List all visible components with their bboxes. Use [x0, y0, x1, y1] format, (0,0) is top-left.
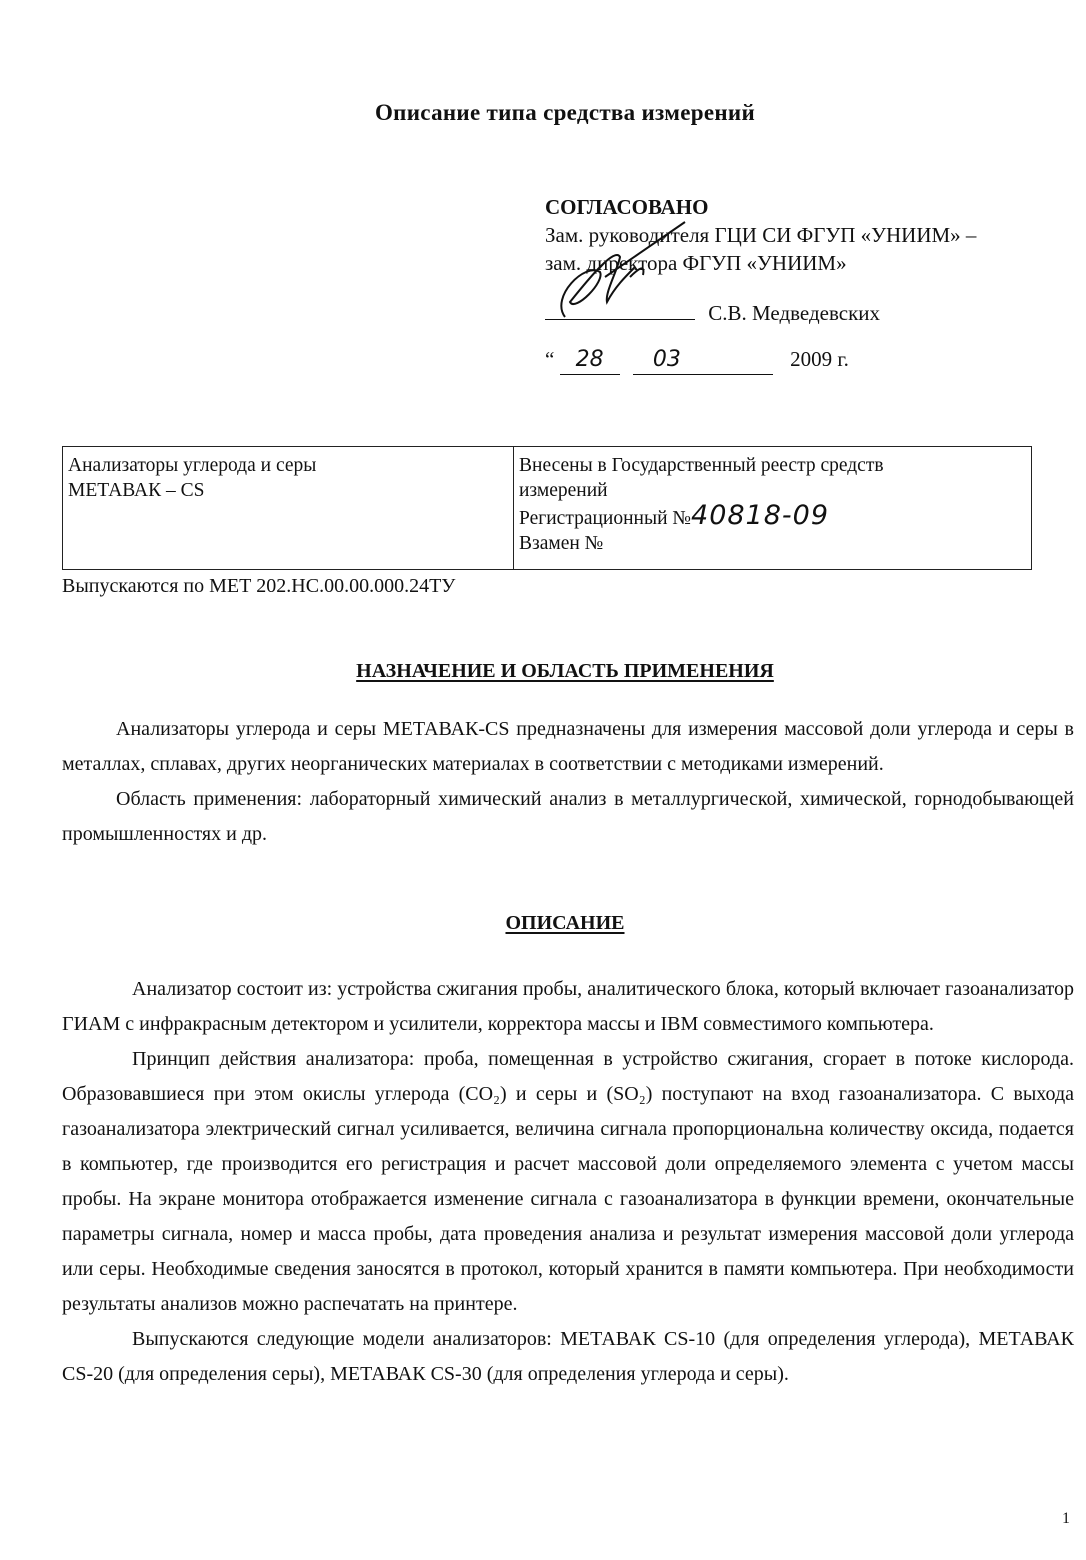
date-open-quote: “: [545, 347, 555, 371]
paragraph: Выпускаются следующие модели анализаторов: МЕТАВАК CS-10 (для определения углерода), МЕТАВАК CS-20 (для определения серы), МЕТАВАК CS-30 (для определения углерода и серы).: [62, 1328, 1074, 1385]
registration-label: Регистрационный №: [519, 508, 692, 529]
paragraph: Принцип действия анализатора: проба, помещенная в устройство сжигания, сгорает в потоке кислорода. Образовавшиеся при этом окислы углерода (CO₂) и серы и (SO₂) поступают на вход газоанализатора. С выхода газоанализатора электрический сигнал усиливается, величина сигнала пропорциональна количеству оксида, подается в компьютер, где производится его регистрация и расчет массовой доли определяемого элемента с учетом массы пробы. На экране монитора отображается изменение сигнала с газоанализатора в функции времени, окончательные параметры сигнала, номер и масса пробы, дата проведения анализа и результат измерения массовой доли углерода или серы. Необходимые сведения заносятся в протокол, который хранится в памяти компьютера. При необходимости результаты анализов можно распечатать на принтере.: [62, 1048, 1074, 1315]
registration-number-handwritten: 40818-09: [691, 500, 830, 531]
date-day-handwritten: 28: [560, 346, 620, 375]
approval-block: [545, 193, 976, 375]
document-title: Описание типа средства измерений: [374, 100, 755, 125]
instrument-name-cell: [63, 447, 514, 570]
registry-line2: измерений: [519, 480, 608, 501]
replaces-label: Взамен №: [519, 533, 604, 554]
date-year: 2009 г.: [790, 347, 849, 371]
signatory-name: С.В. Медведевских: [708, 301, 881, 325]
paragraph: Область применения: лабораторный химический анализ в металлургической, химической, горнодобывающей промышленностях и др.: [62, 788, 1074, 845]
paragraph: Анализаторы углерода и серы МЕТАВАК-CS предназначены для измерения массовой доли углерода и серы в металлах, сплавах, других неорганических материалах в соответствии с методиками измерений.: [62, 718, 1074, 775]
issued-by: Выпускаются по МЕТ 202.НС.00.00.000.24ТУ: [62, 575, 456, 597]
signature-line: [545, 295, 695, 320]
instrument-name-line1: Анализаторы углерода и серы: [68, 455, 317, 476]
date-month-handwritten: 03: [633, 346, 773, 375]
section-heading-purpose: НАЗНАЧЕНИЕ И ОБЛАСТЬ ПРИМЕНЕНИЯ: [356, 660, 774, 682]
approval-position-line2: зам. директора ФГУП «УНИИМ»: [545, 251, 847, 275]
approval-heading: СОГЛАСОВАНО: [545, 195, 709, 219]
registry-info-cell: [514, 447, 1032, 570]
date-row: [545, 345, 976, 375]
registry-line1: Внесены в Государственный реестр средств: [519, 455, 884, 476]
paragraph: Анализатор состоит из: устройства сжигания пробы, аналитического блока, который включает газоанализатор ГИАМ с инфракрасным детектором и усилители, корректора массы и IBM совместимого компьютера.: [62, 978, 1074, 1035]
registration-number-row: [519, 500, 1026, 531]
handwritten-signature-icon: [545, 217, 695, 327]
section-description-body: [62, 972, 1074, 1392]
section-purpose-body: [62, 712, 1074, 852]
page-number: 1: [1062, 1510, 1070, 1527]
section-heading-description: ОПИСАНИЕ: [505, 912, 625, 934]
approval-position-line1: Зам. руководителя ГЦИ СИ ФГУП «УНИИМ» –: [545, 223, 977, 247]
signature-row: [545, 295, 976, 327]
registry-table: [62, 446, 1032, 570]
instrument-name-line2: МЕТАВАК – CS: [68, 480, 205, 501]
